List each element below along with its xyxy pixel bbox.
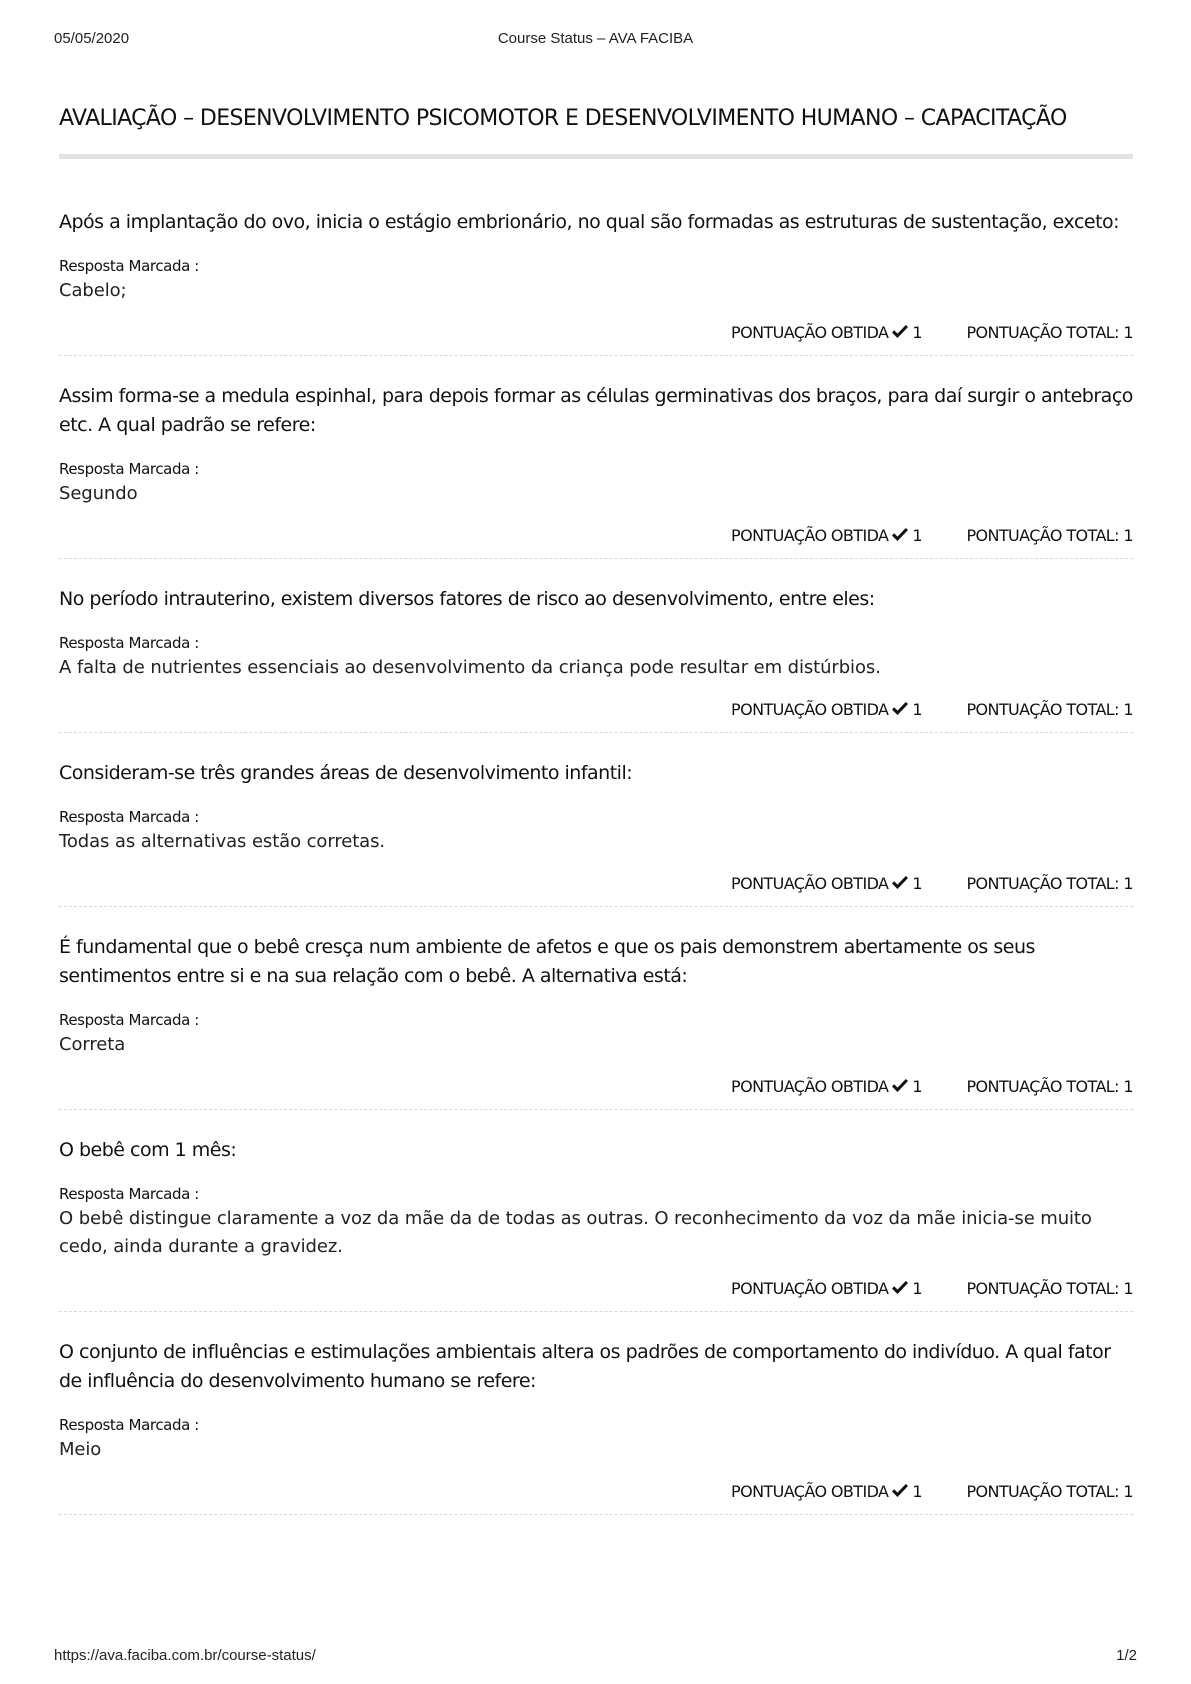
score-obtained xyxy=(731,874,922,893)
answer-text: Todas as alternativas estão corretas. xyxy=(59,831,385,852)
answer-text: Cabelo; xyxy=(59,280,127,301)
score-total-value: 1 xyxy=(1123,874,1133,893)
score-obtained-label: PONTUAÇÃO OBTIDA xyxy=(731,1077,889,1096)
score-total-value: 1 xyxy=(1123,1077,1133,1096)
score-total-value: 1 xyxy=(1123,526,1133,545)
score-total-label: PONTUAÇÃO TOTAL: xyxy=(966,323,1119,342)
question-text: O conjunto de influências e estimulações ambientais altera os padrões de comportamento do indivíduo. A qual fator de influência do desenvolvimento humano se refere: xyxy=(59,1341,1111,1392)
score-obtained-label: PONTUAÇÃO OBTIDA xyxy=(731,1279,889,1298)
score-total-value: 1 xyxy=(1123,323,1133,342)
question-item xyxy=(59,933,1133,1110)
check-icon xyxy=(891,325,909,339)
answer-text: O bebê distingue claramente a voz da mãe da de todas as outras. O reconhecimento da voz da mãe inicia-se muito cedo, ainda durante a gravidez. xyxy=(59,1208,1092,1257)
score-total-value: 1 xyxy=(1123,1279,1133,1298)
score-obtained xyxy=(731,700,922,719)
score-total xyxy=(966,1279,1133,1298)
answer-label: Resposta Marcada : xyxy=(59,460,199,478)
question-text: Consideram-se três grandes áreas de desenvolvimento infantil: xyxy=(59,762,633,784)
score-row xyxy=(59,698,1133,722)
score-row xyxy=(59,321,1133,345)
answer-label: Resposta Marcada : xyxy=(59,808,199,826)
assessment-title: AVALIAÇÃO – DESENVOLVIMENTO PSICOMOTOR E DESENVOLVIMENTO HUMANO – CAPACITAÇÃO xyxy=(59,100,1133,159)
check-icon xyxy=(891,876,909,890)
score-obtained-label: PONTUAÇÃO OBTIDA xyxy=(731,1482,889,1501)
score-row xyxy=(59,872,1133,896)
answer-label: Resposta Marcada : xyxy=(59,634,199,652)
score-obtained-value: 1 xyxy=(912,526,922,545)
page-number: 1/2 xyxy=(1116,1647,1137,1664)
course-status-content xyxy=(59,100,1133,1541)
score-total-value: 1 xyxy=(1123,1482,1133,1501)
score-obtained-value: 1 xyxy=(912,323,922,342)
question-item xyxy=(59,208,1133,356)
score-obtained-label: PONTUAÇÃO OBTIDA xyxy=(731,700,889,719)
question-item xyxy=(59,759,1133,907)
question-text: Após a implantação do ovo, inicia o estágio embrionário, no qual são formadas as estruturas de sustentação, exceto: xyxy=(59,211,1120,233)
question-item xyxy=(59,1338,1133,1515)
check-icon xyxy=(891,1079,909,1093)
answer-label: Resposta Marcada : xyxy=(59,1011,199,1029)
score-total-label: PONTUAÇÃO TOTAL: xyxy=(966,874,1119,893)
score-obtained-label: PONTUAÇÃO OBTIDA xyxy=(731,526,889,545)
score-total-label: PONTUAÇÃO TOTAL: xyxy=(966,1482,1119,1501)
score-total-label: PONTUAÇÃO TOTAL: xyxy=(966,1279,1119,1298)
score-total xyxy=(966,1077,1133,1096)
check-icon xyxy=(891,528,909,542)
print-header xyxy=(54,30,1137,50)
score-row xyxy=(59,1075,1133,1099)
score-total-label: PONTUAÇÃO TOTAL: xyxy=(966,526,1119,545)
question-text: Assim forma-se a medula espinhal, para depois formar as células germinativas dos braços, para daí surgir o antebraço etc. A qual padrão se refere: xyxy=(59,385,1133,436)
score-obtained-value: 1 xyxy=(912,1077,922,1096)
answer-text: Segundo xyxy=(59,483,138,504)
score-obtained-label: PONTUAÇÃO OBTIDA xyxy=(731,323,889,342)
print-footer xyxy=(54,1647,1137,1667)
answer-label: Resposta Marcada : xyxy=(59,1185,199,1203)
score-total xyxy=(966,874,1133,893)
print-page-title: Course Status – AVA FACIBA xyxy=(497,30,694,47)
score-obtained xyxy=(731,1077,922,1096)
check-icon xyxy=(891,702,909,716)
question-text: É fundamental que o bebê cresça num ambiente de afetos e que os pais demonstrem abertamente os seus sentimentos entre si e na sua relação com o bebê. A alternativa está: xyxy=(59,936,1035,987)
score-obtained xyxy=(731,1482,922,1501)
score-obtained-label: PONTUAÇÃO OBTIDA xyxy=(731,874,889,893)
answer-text: Meio xyxy=(59,1439,102,1460)
question-item xyxy=(59,1136,1133,1312)
score-row xyxy=(59,1277,1133,1301)
score-row xyxy=(59,524,1133,548)
score-obtained xyxy=(731,323,922,342)
question-list xyxy=(59,208,1133,1515)
score-obtained-value: 1 xyxy=(912,1279,922,1298)
score-total xyxy=(966,700,1133,719)
answer-label: Resposta Marcada : xyxy=(59,257,199,275)
page-url: https://ava.faciba.com.br/course-status/ xyxy=(54,1647,316,1664)
score-total-value: 1 xyxy=(1123,700,1133,719)
answer-label: Resposta Marcada : xyxy=(59,1416,199,1434)
score-obtained xyxy=(731,526,922,545)
question-text: No período intrauterino, existem diversos fatores de risco ao desenvolvimento, entre eles: xyxy=(59,588,875,610)
question-item xyxy=(59,585,1133,733)
score-row xyxy=(59,1480,1133,1504)
answer-text: Correta xyxy=(59,1034,126,1055)
check-icon xyxy=(891,1484,909,1498)
answer-text: A falta de nutrientes essenciais ao desenvolvimento da criança pode resultar em distúrbios. xyxy=(59,657,881,678)
score-obtained-value: 1 xyxy=(912,700,922,719)
score-total xyxy=(966,526,1133,545)
score-total xyxy=(966,323,1133,342)
print-date: 05/05/2020 xyxy=(54,30,130,47)
score-total-label: PONTUAÇÃO TOTAL: xyxy=(966,1077,1119,1096)
score-obtained-value: 1 xyxy=(912,874,922,893)
score-obtained-value: 1 xyxy=(912,1482,922,1501)
check-icon xyxy=(891,1281,909,1295)
question-text: O bebê com 1 mês: xyxy=(59,1139,237,1161)
question-item xyxy=(59,382,1133,559)
score-total-label: PONTUAÇÃO TOTAL: xyxy=(966,700,1119,719)
score-obtained xyxy=(731,1279,922,1298)
score-total xyxy=(966,1482,1133,1501)
